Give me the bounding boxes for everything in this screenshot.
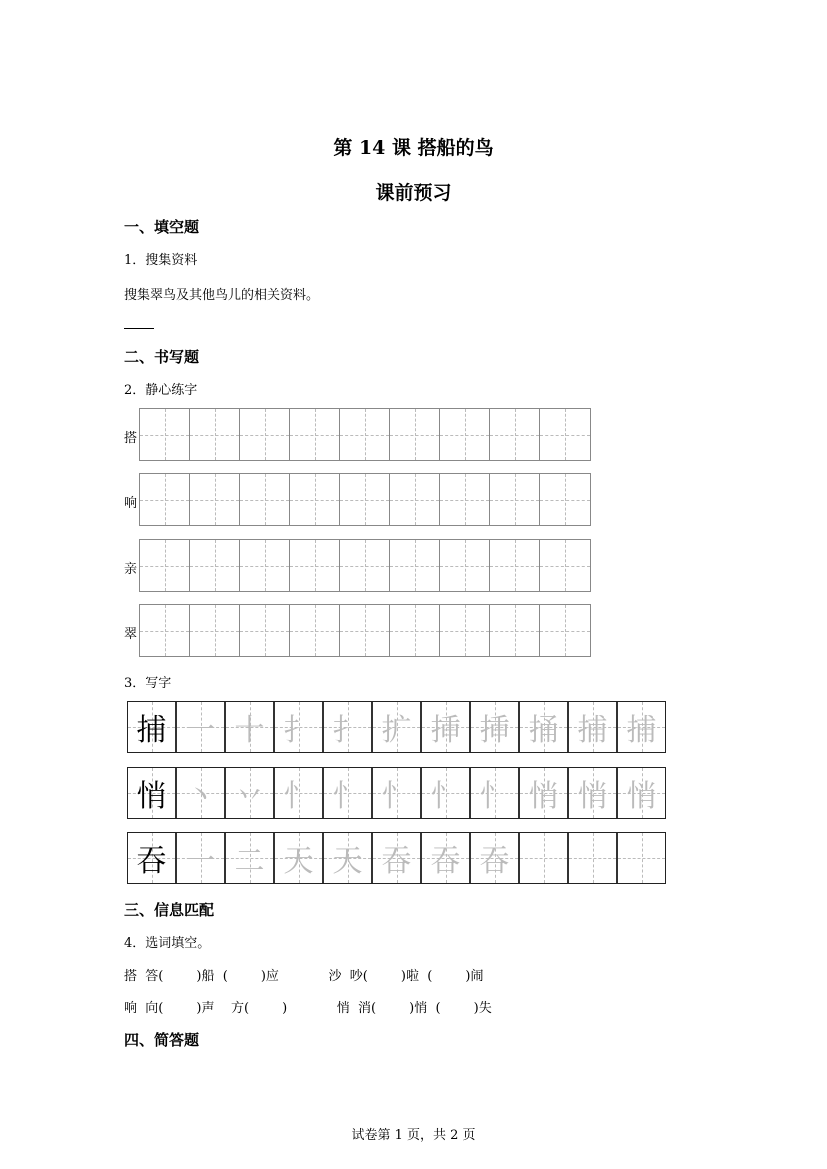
practice-cell[interactable]: [140, 605, 190, 656]
stroke-char: 吞: [430, 844, 461, 879]
stroke-order-row: [127, 832, 666, 884]
stroke-cell[interactable]: [569, 768, 618, 818]
practice-cell[interactable]: [240, 409, 290, 460]
stroke-cell[interactable]: [226, 768, 275, 818]
stroke-cell[interactable]: [373, 768, 422, 818]
practice-cell[interactable]: [140, 409, 190, 460]
practice-char-label: 搭: [124, 431, 138, 446]
question-1-text: 搜集翠鸟及其他鸟儿的相关资料。: [124, 288, 320, 303]
practice-cell[interactable]: [540, 474, 590, 525]
practice-cell[interactable]: [290, 474, 340, 525]
stroke-order-row: [127, 701, 666, 753]
stroke-cell[interactable]: [373, 833, 422, 883]
practice-cell[interactable]: [390, 540, 440, 591]
stroke-char: 吞: [381, 844, 412, 879]
stroke-cell[interactable]: [422, 702, 471, 752]
stroke-char: 天: [283, 844, 314, 879]
stroke-cell[interactable]: [373, 702, 422, 752]
stroke-char: 忄: [283, 779, 314, 814]
practice-cell[interactable]: [490, 605, 540, 656]
practice-cell[interactable]: [390, 474, 440, 525]
practice-cell[interactable]: [340, 474, 390, 525]
stroke-cell[interactable]: [324, 768, 373, 818]
practice-cell[interactable]: [190, 605, 240, 656]
stroke-order-row: [127, 767, 666, 819]
stroke-char: 二: [234, 844, 265, 879]
stroke-cell[interactable]: [177, 702, 226, 752]
practice-cell[interactable]: [340, 605, 390, 656]
model-char-cell: [128, 768, 177, 818]
stroke-cell[interactable]: [275, 833, 324, 883]
stroke-char: 捅: [528, 713, 559, 748]
practice-cell[interactable]: [440, 409, 490, 460]
page-subtitle: 课前预习: [375, 182, 452, 204]
stroke-char: 捕: [136, 713, 167, 748]
section-heading-fill: 一、填空题: [124, 218, 200, 236]
stroke-char: 一: [185, 844, 216, 879]
practice-cell[interactable]: [490, 474, 540, 525]
stroke-char: 扌: [283, 713, 314, 748]
section-heading-matching: 三、信息匹配: [124, 901, 215, 919]
practice-grid-row: [139, 604, 591, 657]
page-title: 第 14 课 搭船的鸟: [333, 137, 494, 159]
stroke-cell[interactable]: [177, 833, 226, 883]
practice-cell[interactable]: [340, 409, 390, 460]
stroke-char: 一: [185, 713, 216, 748]
question-3: 3．写字: [124, 676, 172, 691]
practice-cell[interactable]: [190, 540, 240, 591]
practice-cell[interactable]: [540, 409, 590, 460]
stroke-char: 天: [332, 844, 363, 879]
practice-cell[interactable]: [240, 540, 290, 591]
section-heading-writing: 二、书写题: [124, 348, 200, 366]
practice-grid-row: [139, 408, 591, 461]
stroke-cell[interactable]: [226, 833, 275, 883]
stroke-cell[interactable]: [618, 768, 665, 818]
practice-cell[interactable]: [490, 540, 540, 591]
question-2: 2．静心练字: [124, 383, 198, 398]
practice-cell[interactable]: [490, 409, 540, 460]
stroke-cell[interactable]: [422, 768, 471, 818]
stroke-char: 捕: [577, 713, 608, 748]
practice-cell[interactable]: [290, 540, 340, 591]
stroke-cell[interactable]: [569, 833, 618, 883]
stroke-char: 忄: [332, 779, 363, 814]
stroke-cell[interactable]: [520, 702, 569, 752]
stroke-char: 挿: [479, 713, 510, 748]
stroke-char: 十: [234, 713, 265, 748]
stroke-char: 忄: [381, 779, 412, 814]
stroke-char: 丶: [185, 779, 216, 814]
stroke-cell[interactable]: [422, 833, 471, 883]
stroke-char: 悄: [626, 779, 657, 814]
practice-char-label: 翠: [124, 627, 138, 642]
question-4-line-2: 响 向( )声 方( ) 悄 消( )悄 ( )失: [124, 1001, 492, 1016]
stroke-cell[interactable]: [324, 833, 373, 883]
practice-cell[interactable]: [440, 605, 490, 656]
stroke-char: 吞: [136, 844, 167, 879]
section-heading-short-answer: 四、简答题: [124, 1031, 200, 1049]
stroke-char: 忄: [479, 779, 510, 814]
stroke-cell[interactable]: [618, 833, 665, 883]
stroke-cell[interactable]: [226, 702, 275, 752]
stroke-cell[interactable]: [471, 833, 520, 883]
practice-cell[interactable]: [540, 605, 590, 656]
practice-cell[interactable]: [340, 540, 390, 591]
practice-cell[interactable]: [240, 605, 290, 656]
stroke-char: 扌: [332, 713, 363, 748]
stroke-char: 悄: [528, 779, 559, 814]
stroke-cell[interactable]: [618, 702, 665, 752]
page-footer: 试卷第 1 页，共 2 页: [351, 1128, 476, 1143]
stroke-char: 扩: [381, 713, 412, 748]
model-char-cell: [128, 702, 177, 752]
model-char-cell: [128, 833, 177, 883]
practice-cell[interactable]: [190, 474, 240, 525]
practice-cell[interactable]: [240, 474, 290, 525]
stroke-char: 捕: [626, 713, 657, 748]
question-1: 1．搜集资料: [124, 253, 198, 268]
practice-char-label: 响: [124, 496, 138, 511]
practice-cell[interactable]: [190, 409, 240, 460]
practice-grid-row: [139, 473, 591, 526]
stroke-cell[interactable]: [569, 702, 618, 752]
stroke-char: 悄: [577, 779, 608, 814]
practice-grid-row: [139, 539, 591, 592]
question-4-line-1: 搭 答( )船 ( )应 沙 吵( )啦 ( )闹: [124, 969, 484, 984]
stroke-cell[interactable]: [471, 702, 520, 752]
stroke-cell[interactable]: [275, 702, 324, 752]
answer-line: [124, 328, 154, 329]
practice-cell[interactable]: [440, 540, 490, 591]
stroke-cell[interactable]: [520, 768, 569, 818]
practice-cell[interactable]: [390, 409, 440, 460]
stroke-cell[interactable]: [471, 768, 520, 818]
stroke-char: 悄: [136, 779, 167, 814]
practice-cell[interactable]: [140, 474, 190, 525]
practice-cell[interactable]: [540, 540, 590, 591]
stroke-cell[interactable]: [324, 702, 373, 752]
practice-cell[interactable]: [390, 605, 440, 656]
stroke-cell[interactable]: [275, 768, 324, 818]
stroke-char: 吞: [479, 844, 510, 879]
question-4: 4．选词填空。: [124, 936, 211, 951]
practice-char-label: 亲: [124, 562, 138, 577]
practice-cell[interactable]: [290, 409, 340, 460]
stroke-char: 丷: [234, 779, 265, 814]
stroke-char: 挿: [430, 713, 461, 748]
practice-cell[interactable]: [140, 540, 190, 591]
practice-cell[interactable]: [440, 474, 490, 525]
stroke-cell[interactable]: [177, 768, 226, 818]
stroke-cell[interactable]: [520, 833, 569, 883]
stroke-char: 忄: [430, 779, 461, 814]
practice-cell[interactable]: [290, 605, 340, 656]
